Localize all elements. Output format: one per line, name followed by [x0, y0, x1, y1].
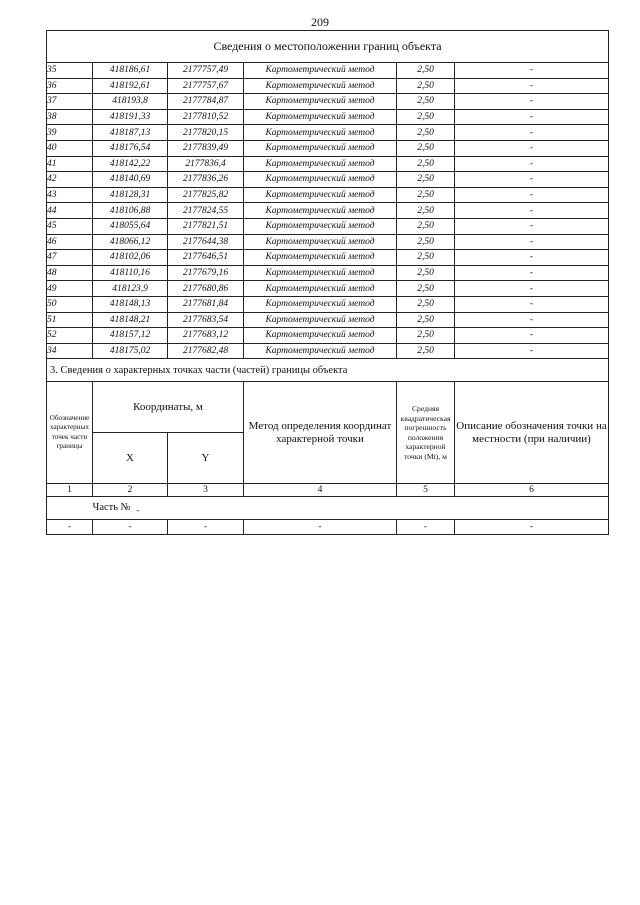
method-cell: Картометрический метод	[244, 63, 397, 79]
point-number-cell: 48	[47, 265, 93, 281]
error-cell: 2,50	[397, 63, 455, 79]
coord-y-cell: 2177821,51	[168, 218, 244, 234]
empty-cell: -	[244, 520, 397, 535]
table-row	[47, 312, 609, 328]
description-cell: -	[455, 281, 609, 297]
method-cell: Картометрический метод	[244, 343, 397, 359]
coord-x-cell: 418102,06	[93, 250, 168, 266]
method-cell: Картометрический метод	[244, 125, 397, 141]
coord-x-cell: 418142,22	[93, 156, 168, 172]
column-index: 2	[93, 484, 168, 497]
header-coordinates: Координаты, м	[93, 382, 244, 433]
coord-x-cell: 418175,02	[93, 343, 168, 359]
description-cell: -	[455, 265, 609, 281]
point-number-cell: 47	[47, 250, 93, 266]
coord-x-cell: 418066,12	[93, 234, 168, 250]
description-cell: -	[455, 140, 609, 156]
header-x: X	[93, 433, 168, 484]
table-row	[47, 234, 609, 250]
point-number-cell: 51	[47, 312, 93, 328]
description-cell: -	[455, 187, 609, 203]
point-number-cell: 52	[47, 328, 93, 344]
table-row	[47, 343, 609, 359]
empty-cell: -	[168, 520, 244, 535]
coord-x-cell: 418193,8	[93, 94, 168, 110]
column-index: 6	[455, 484, 609, 497]
table-row	[47, 94, 609, 110]
coord-x-cell: 418128,31	[93, 187, 168, 203]
error-cell: 2,50	[397, 218, 455, 234]
coord-x-cell: 418110,16	[93, 265, 168, 281]
error-cell: 2,50	[397, 187, 455, 203]
error-cell: 2,50	[397, 296, 455, 312]
method-cell: Картометрический метод	[244, 156, 397, 172]
boundary-table	[46, 30, 609, 535]
table-row	[47, 281, 609, 297]
description-cell: -	[455, 156, 609, 172]
header-designation: Обозначение характерных точек части границы	[47, 382, 93, 484]
coord-y-cell: 2177836,4	[168, 156, 244, 172]
description-cell: -	[455, 125, 609, 141]
point-number-cell: 50	[47, 296, 93, 312]
column-index-row	[47, 484, 609, 497]
point-number-cell: 40	[47, 140, 93, 156]
point-number-cell: 43	[47, 187, 93, 203]
table-row	[47, 265, 609, 281]
error-cell: 2,50	[397, 172, 455, 188]
coord-y-cell: 2177784,87	[168, 94, 244, 110]
method-cell: Картометрический метод	[244, 140, 397, 156]
header-description: Описание обозначения точки на местности (при наличии)	[455, 382, 609, 484]
coord-x-cell: 418055,64	[93, 218, 168, 234]
description-cell: -	[455, 63, 609, 79]
coord-y-cell: 2177646,51	[168, 250, 244, 266]
coord-y-cell: 2177683,54	[168, 312, 244, 328]
method-cell: Картометрический метод	[244, 109, 397, 125]
method-cell: Картометрический метод	[244, 265, 397, 281]
coord-x-cell: 418187,13	[93, 125, 168, 141]
error-cell: 2,50	[397, 94, 455, 110]
point-number-cell: 35	[47, 63, 93, 79]
section3-title: 3. Сведения о характерных точках части (частей) границы объекта	[47, 359, 609, 382]
point-number-cell: 42	[47, 172, 93, 188]
method-cell: Картометрический метод	[244, 234, 397, 250]
coord-x-cell: 418192,61	[93, 78, 168, 94]
header-y: Y	[168, 433, 244, 484]
description-cell: -	[455, 203, 609, 219]
description-cell: -	[455, 296, 609, 312]
description-cell: -	[455, 218, 609, 234]
table-row	[47, 172, 609, 188]
table-row	[47, 218, 609, 234]
error-cell: 2,50	[397, 343, 455, 359]
empty-cell: -	[455, 520, 609, 535]
error-cell: 2,50	[397, 281, 455, 297]
coord-y-cell: 2177683,12	[168, 328, 244, 344]
coord-y-cell: 2177757,67	[168, 78, 244, 94]
coord-y-cell: 2177680,86	[168, 281, 244, 297]
part-value: -	[136, 504, 140, 515]
point-number-cell: 46	[47, 234, 93, 250]
error-cell: 2,50	[397, 140, 455, 156]
table-row	[47, 140, 609, 156]
table-row	[47, 125, 609, 141]
empty-cell: -	[397, 520, 455, 535]
table-row	[47, 328, 609, 344]
coord-x-cell: 418186,61	[93, 63, 168, 79]
error-cell: 2,50	[397, 109, 455, 125]
table-row	[47, 109, 609, 125]
error-cell: 2,50	[397, 265, 455, 281]
description-cell: -	[455, 94, 609, 110]
coord-y-cell: 2177679,16	[168, 265, 244, 281]
method-cell: Картометрический метод	[244, 218, 397, 234]
coord-x-cell: 418157,12	[93, 328, 168, 344]
point-number-cell: 36	[47, 78, 93, 94]
table-row	[47, 250, 609, 266]
column-index: 5	[397, 484, 455, 497]
coord-y-cell: 2177810,52	[168, 109, 244, 125]
coord-x-cell: 418123,9	[93, 281, 168, 297]
table-row	[47, 63, 609, 79]
error-cell: 2,50	[397, 203, 455, 219]
coord-x-cell: 418148,21	[93, 312, 168, 328]
point-number-cell: 37	[47, 94, 93, 110]
coord-x-cell: 418148,13	[93, 296, 168, 312]
coord-x-cell: 418140,69	[93, 172, 168, 188]
description-cell: -	[455, 343, 609, 359]
empty-cell: -	[47, 520, 93, 535]
table-row	[47, 296, 609, 312]
part-label-cell	[93, 497, 609, 520]
method-cell: Картометрический метод	[244, 187, 397, 203]
description-cell: -	[455, 172, 609, 188]
coord-x-cell: 418176,54	[93, 140, 168, 156]
method-cell: Картометрический метод	[244, 78, 397, 94]
coord-y-cell: 2177824,55	[168, 203, 244, 219]
table-row	[47, 156, 609, 172]
description-cell: -	[455, 328, 609, 344]
coord-y-cell: 2177681,84	[168, 296, 244, 312]
empty-cell: -	[93, 520, 168, 535]
method-cell: Картометрический метод	[244, 203, 397, 219]
coord-y-cell: 2177682,48	[168, 343, 244, 359]
error-cell: 2,50	[397, 78, 455, 94]
description-cell: -	[455, 109, 609, 125]
coord-y-cell: 2177825,82	[168, 187, 244, 203]
error-cell: 2,50	[397, 125, 455, 141]
coord-y-cell: 2177839,49	[168, 140, 244, 156]
point-number-cell: 41	[47, 156, 93, 172]
coord-x-cell: 418106,88	[93, 203, 168, 219]
header-error: Средняя квадратическая погрешность положения характерной точки (Mt), м	[397, 382, 455, 484]
error-cell: 2,50	[397, 328, 455, 344]
description-cell: -	[455, 234, 609, 250]
method-cell: Картометрический метод	[244, 312, 397, 328]
point-number-cell: 49	[47, 281, 93, 297]
table-row	[47, 187, 609, 203]
error-cell: 2,50	[397, 156, 455, 172]
point-number-cell: 34	[47, 343, 93, 359]
method-cell: Картометрический метод	[244, 296, 397, 312]
method-cell: Картометрический метод	[244, 250, 397, 266]
part-label: Часть №	[92, 501, 131, 513]
table-row	[47, 78, 609, 94]
page-number: 209	[311, 15, 329, 29]
point-number-cell: 44	[47, 203, 93, 219]
coord-y-cell: 2177644,38	[168, 234, 244, 250]
description-cell: -	[455, 312, 609, 328]
column-index: 1	[47, 484, 93, 497]
error-cell: 2,50	[397, 234, 455, 250]
point-number-cell: 38	[47, 109, 93, 125]
description-cell: -	[455, 250, 609, 266]
description-cell: -	[455, 78, 609, 94]
method-cell: Картометрический метод	[244, 94, 397, 110]
error-cell: 2,50	[397, 250, 455, 266]
point-number-cell: 39	[47, 125, 93, 141]
coord-y-cell: 2177757,49	[168, 63, 244, 79]
header-method: Метод определения координат характерной точки	[244, 382, 397, 484]
column-index: 4	[244, 484, 397, 497]
method-cell: Картометрический метод	[244, 281, 397, 297]
error-cell: 2,50	[397, 312, 455, 328]
method-cell: Картометрический метод	[244, 172, 397, 188]
coord-y-cell: 2177820,15	[168, 125, 244, 141]
table-row	[47, 203, 609, 219]
table-title: Сведения о местоположении границ объекта	[47, 31, 609, 63]
coord-y-cell: 2177836,26	[168, 172, 244, 188]
method-cell: Картометрический метод	[244, 328, 397, 344]
coord-x-cell: 418191,33	[93, 109, 168, 125]
column-index: 3	[168, 484, 244, 497]
point-number-cell: 45	[47, 218, 93, 234]
empty-row	[47, 520, 609, 535]
